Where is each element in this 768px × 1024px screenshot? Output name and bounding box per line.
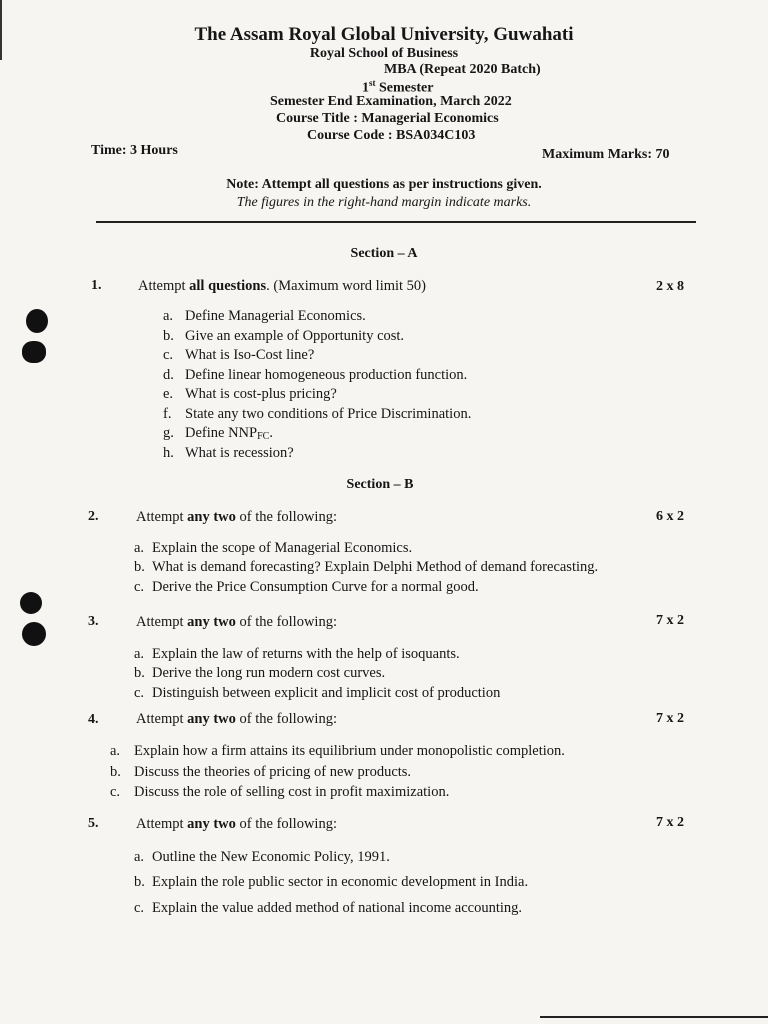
semester-number: 1 <box>362 80 369 96</box>
sub-question: c. Derive the Price Consumption Curve for a normal good. <box>134 579 479 595</box>
sub-question: c. Distinguish between explicit and implicit cost of production <box>134 685 501 701</box>
question-marks: 7 x 2 <box>656 711 684 726</box>
sub-question: a. Outline the New Economic Policy, 1991. <box>134 849 390 865</box>
sub-question: b. Explain the role public sector in economic development in India. <box>134 874 529 890</box>
sub-question: b. Give an example of Opportunity cost. <box>163 328 405 344</box>
school-name: Royal School of Business <box>309 46 459 61</box>
course-title: Course Title : Managerial Economics <box>276 111 499 126</box>
question-number: 5. <box>88 816 99 831</box>
sub-question: h. What is recession? <box>163 445 294 461</box>
question-instruction: Attempt any two of the following: <box>136 509 337 525</box>
sub-question: a. Explain the scope of Managerial Economics. <box>134 540 413 556</box>
sub-question: c. What is Iso-Cost line? <box>163 347 315 363</box>
course-code: Course Code : BSA034C103 <box>307 128 476 143</box>
instructions-note: Note: Attempt all questions as per instructions given. <box>226 177 542 192</box>
sub-question: f. State any two conditions of Price Discrimination. <box>163 406 472 422</box>
punch-hole-mark <box>22 622 46 646</box>
sub-question: a. Explain how a firm attains its equilibrium under monopolistic completion. <box>110 743 565 759</box>
question-number: 1. <box>91 278 102 293</box>
question-marks: 6 x 2 <box>656 509 684 524</box>
sub-question: b. Derive the long run modern cost curves. <box>134 665 386 681</box>
sub-question: d. Define linear homogeneous production function. <box>163 367 468 383</box>
sub-question: e. What is cost-plus pricing? <box>163 386 337 402</box>
section-b-title: Section – B <box>346 477 414 492</box>
sub-question: b. What is demand forecasting? Explain Delphi Method of demand forecasting. <box>134 559 599 575</box>
question-instruction: Attempt any two of the following: <box>136 816 337 832</box>
header-divider <box>96 221 696 223</box>
punch-hole-mark <box>22 341 46 363</box>
section-a-title: Section – A <box>350 246 418 261</box>
sub-question: b. Discuss the theories of pricing of new products. <box>110 764 412 780</box>
instructions-note-italic: The figures in the right-hand margin indicate marks. <box>236 195 532 210</box>
question-instruction: Attempt any two of the following: <box>136 614 337 630</box>
punch-hole-mark <box>20 592 42 614</box>
exam-title: Semester End Examination, March 2022 <box>270 94 512 109</box>
sub-question: c. Explain the value added method of national income accounting. <box>134 900 523 916</box>
question-number: 4. <box>88 712 99 727</box>
program-name: MBA (Repeat 2020 Batch) <box>384 62 541 77</box>
scan-edge-line <box>540 1016 768 1018</box>
sub-question: a. Define Managerial Economics. <box>163 308 366 324</box>
punch-hole-mark <box>26 309 48 333</box>
question-instruction: Attempt all questions. (Maximum word limit 50) <box>138 278 427 294</box>
sub-question: c. Discuss the role of selling cost in profit maximization. <box>110 784 450 800</box>
question-marks: 2 x 8 <box>656 279 684 294</box>
question-marks: 7 x 2 <box>656 815 684 830</box>
question-marks: 7 x 2 <box>656 613 684 628</box>
question-instruction: Attempt any two of the following: <box>136 711 337 727</box>
maximum-marks: Maximum Marks: 70 <box>542 147 670 162</box>
sub-question: a. Explain the law of returns with the help of isoquants. <box>134 646 460 662</box>
university-title: The Assam Royal Global University, Guwahati <box>194 24 574 45</box>
semester-word: Semester <box>375 80 434 96</box>
time-allowed: Time: 3 Hours <box>91 143 178 158</box>
sub-question: g. Define $NNP_{FC}$. <box>163 425 273 442</box>
question-number: 3. <box>88 614 99 629</box>
semester-superscript: st <box>369 78 376 88</box>
question-number: 2. <box>88 509 99 524</box>
